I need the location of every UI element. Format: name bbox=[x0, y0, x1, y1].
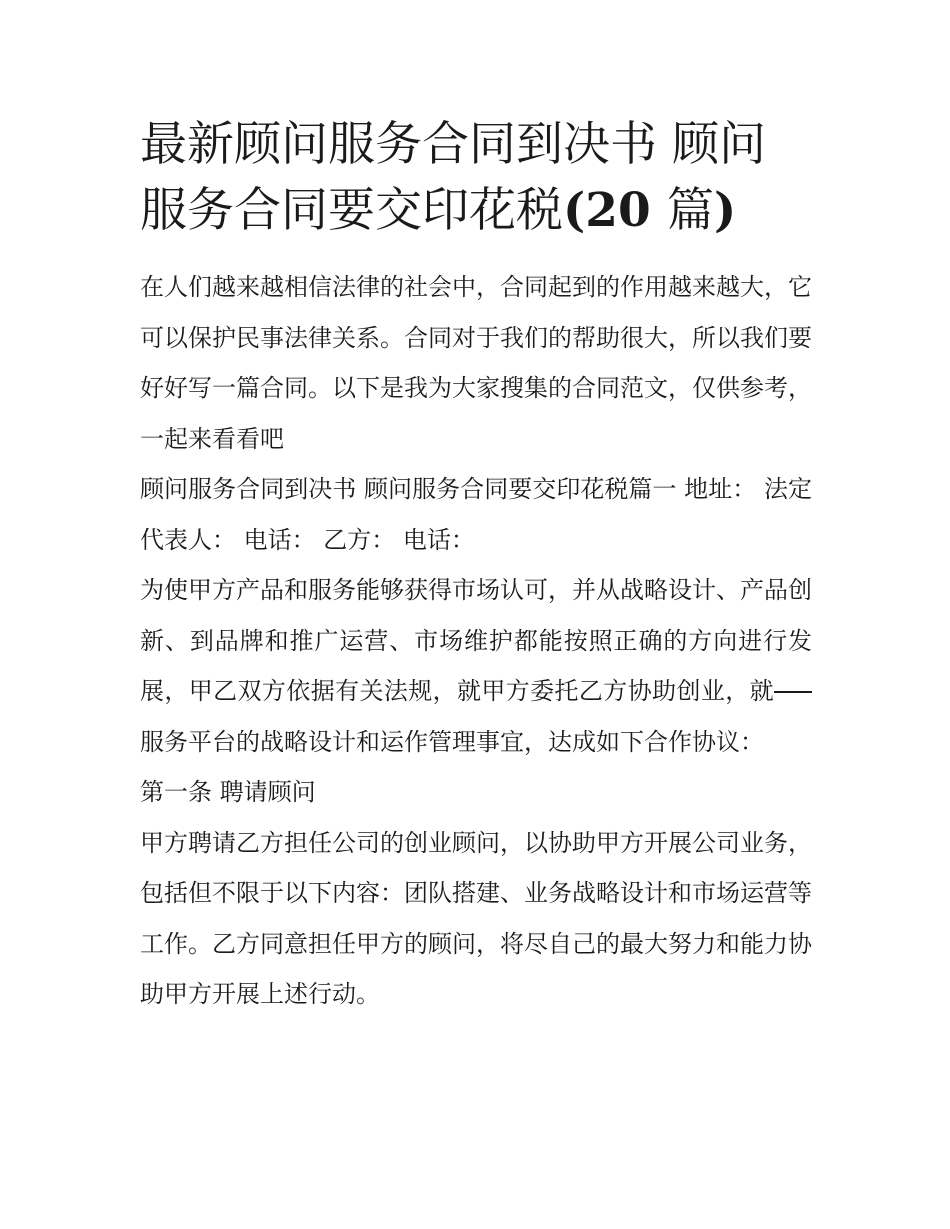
title-count-open: (20 bbox=[563, 183, 668, 238]
purpose-paragraph bbox=[140, 565, 812, 767]
title-line-1: 最新顾问服务合同到决书 顾问 bbox=[140, 117, 766, 172]
title-line-2: 服务合同要交印花税 bbox=[140, 183, 563, 238]
purpose-text-1: 为使甲方产品和服务能够获得市场认可，并从战略设计、产品创新、到品牌和推广运营、市场维护都能按照正确的方向进行发展，甲乙双方依据有关法规，就甲方委托乙方协助创业，就 bbox=[140, 576, 812, 705]
document-body bbox=[140, 262, 812, 1020]
intro-paragraph: 在人们越来越相信法律的社会中，合同起到的作用越来越大，它可以保护民事法律关系。合同对于我们的帮助很大，所以我们要好好写一篇合同。以下是我为大家搜集的合同范文，仅供参考，一起来看看吧 bbox=[140, 273, 812, 453]
fill-in-blank bbox=[774, 690, 812, 693]
title-count-unit: 篇 bbox=[667, 183, 715, 238]
article-1-heading: 第一条 聘请顾问 bbox=[140, 778, 316, 806]
section-heading: 顾问服务合同到决书 顾问服务合同要交印花税篇一 地址： 法定代表人： 电话： 乙方： 电话： bbox=[140, 475, 812, 554]
purpose-text-2: 服务平台的战略设计和运作管理事宜，达成如下合作协议： bbox=[140, 727, 764, 756]
article-1-body: 甲方聘请乙方担任公司的创业顾问，以协助甲方开展公司业务，包括但不限于以下内容：团队搭建、业务战略设计和市场运营等工作。乙方同意担任甲方的顾问，将尽自己的最大努力和能力协助甲方开展上述行动。 bbox=[140, 828, 812, 1008]
title-count-close: ) bbox=[714, 183, 737, 238]
document-title bbox=[140, 112, 812, 244]
document-page bbox=[140, 112, 812, 1020]
